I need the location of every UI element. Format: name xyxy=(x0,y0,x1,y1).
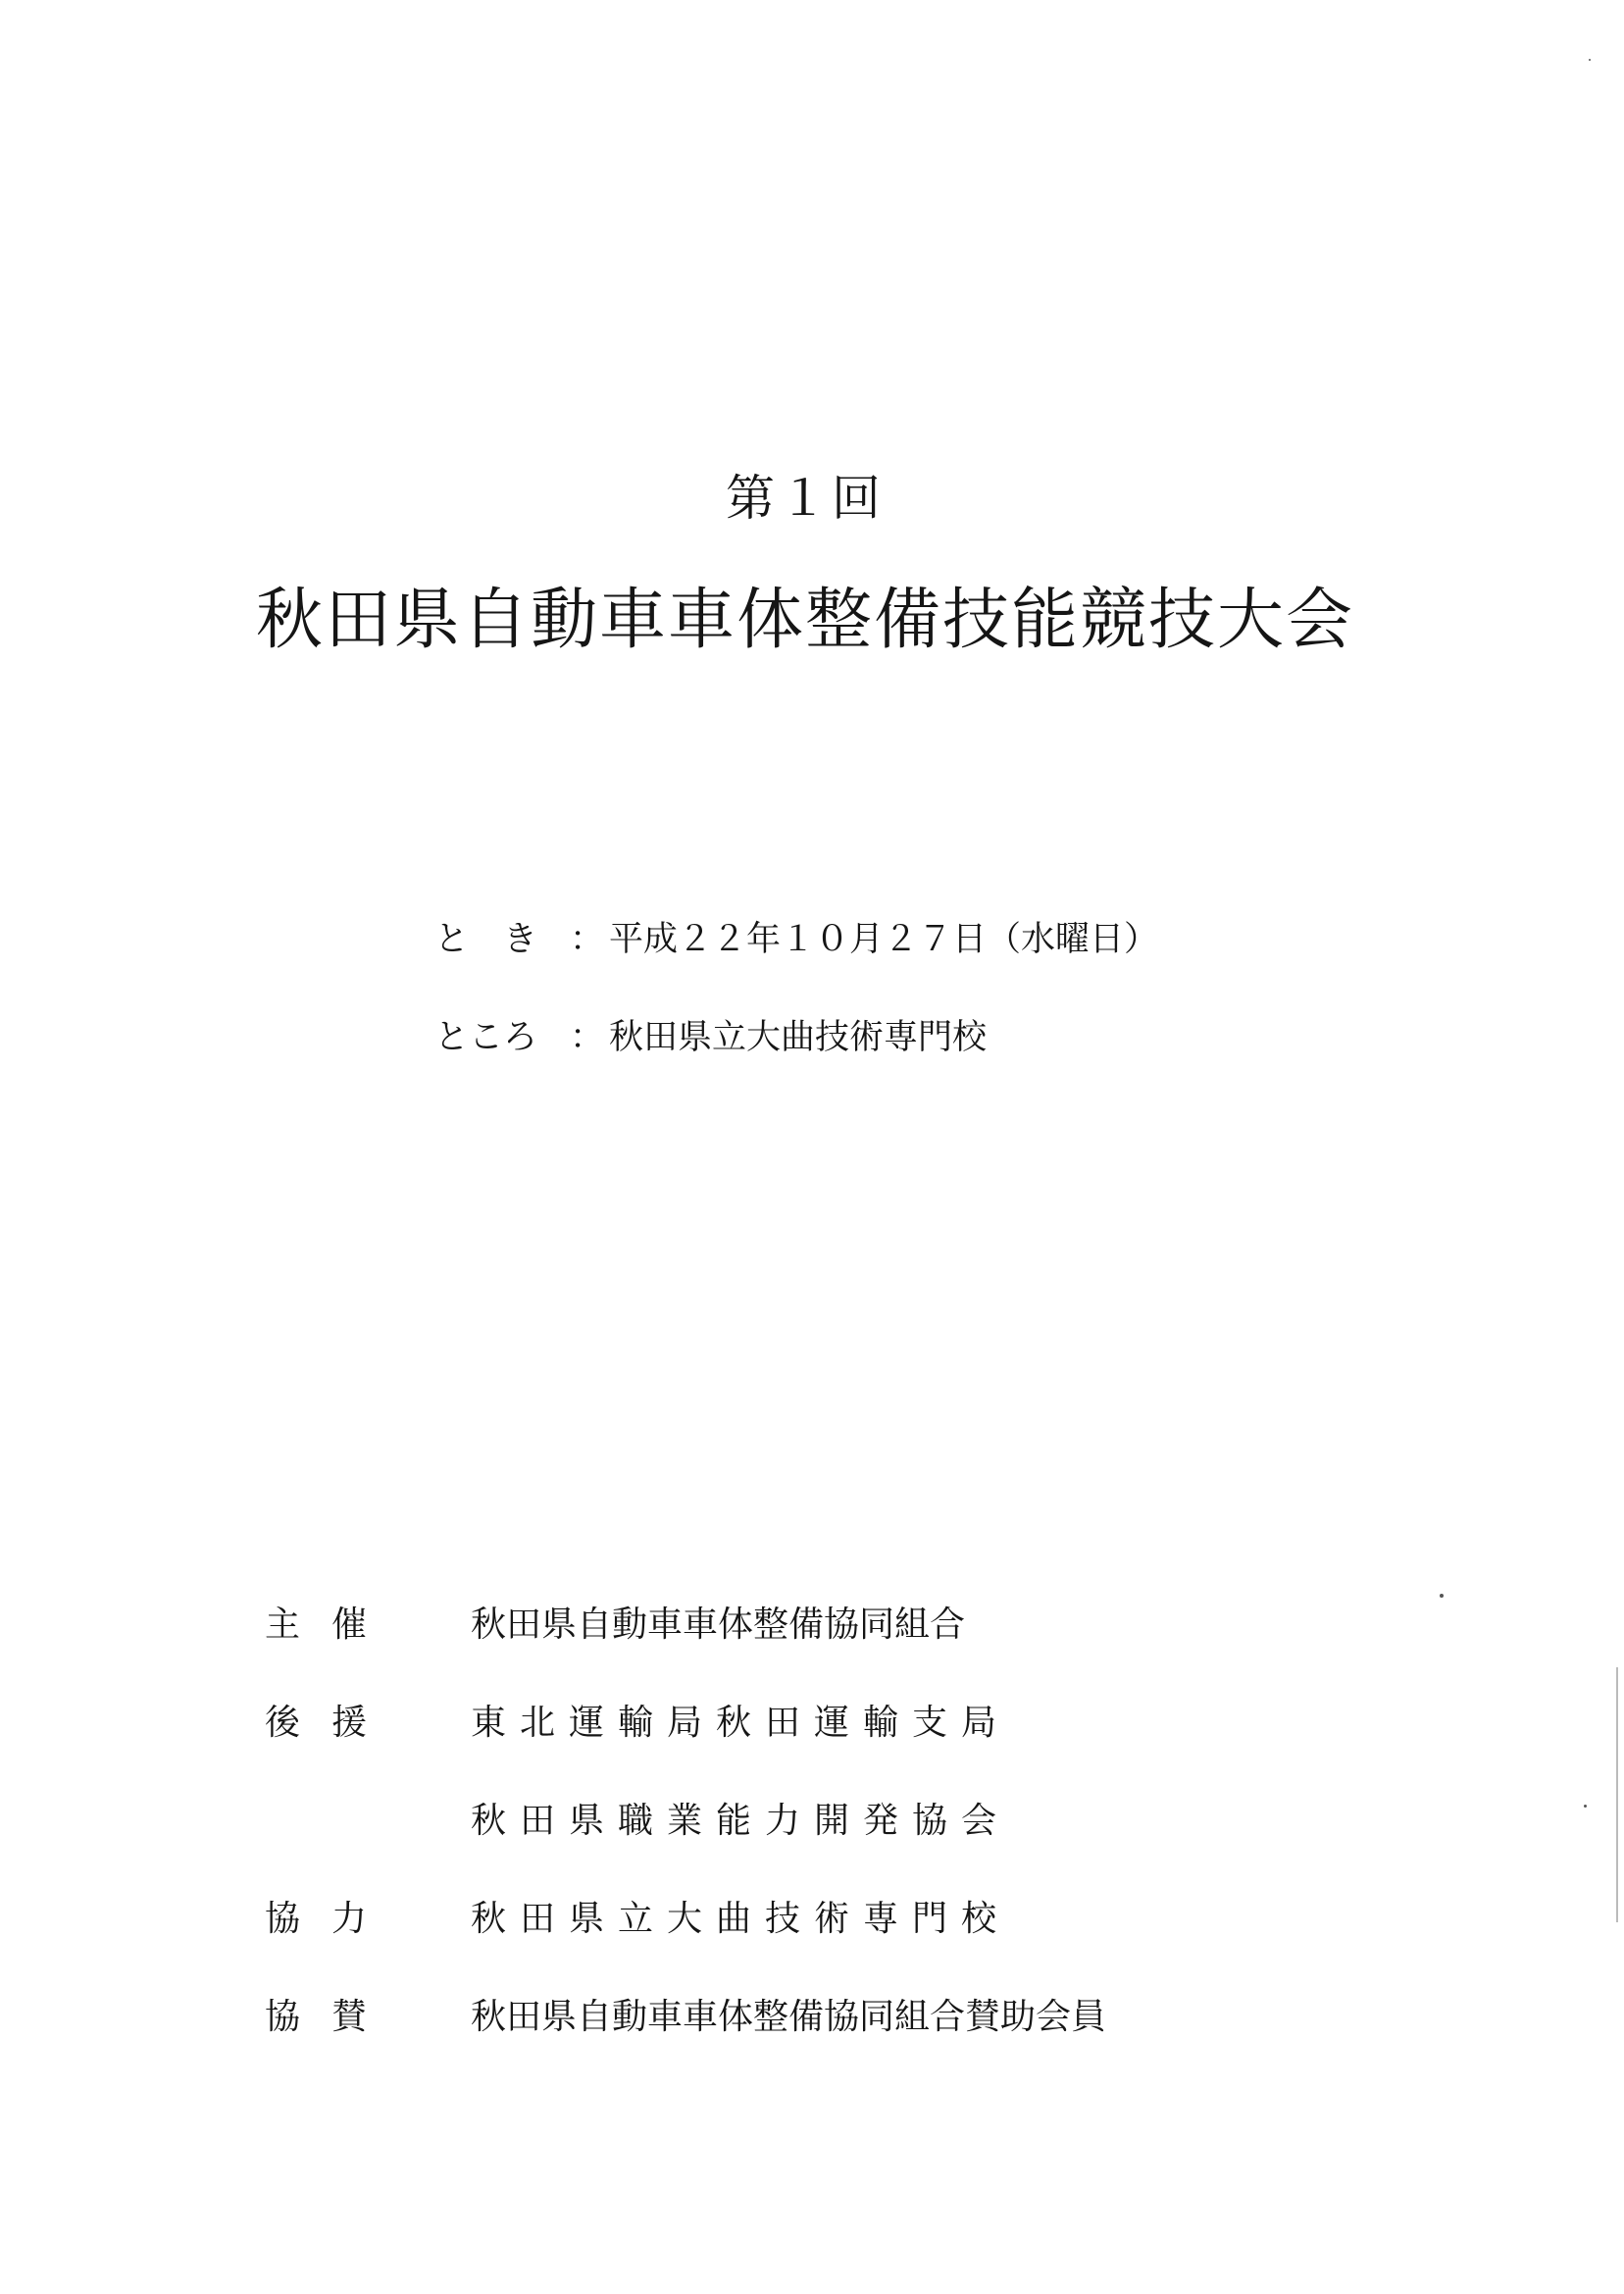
sponsor-row xyxy=(265,1995,1106,2040)
date-value: 平成２２年１０月２７日（水曜日） xyxy=(609,920,1159,959)
venue-label: ところ xyxy=(434,1018,538,1057)
venue-value: 秋田県立大曲技術専門校 xyxy=(609,1018,988,1057)
cooperation-org: 秋田県立大曲技術専門校 xyxy=(471,1899,1011,1939)
edition-heading: 第１回 xyxy=(726,470,885,527)
scan-speck xyxy=(1440,1594,1444,1598)
page-title: 秋田県自動車車体整備技能競技大会 xyxy=(255,582,1354,659)
date-label: と き xyxy=(434,920,538,959)
host-org: 秋田県自動車車体整備協同組合 xyxy=(471,1605,966,1645)
scan-speck xyxy=(1584,1805,1587,1808)
host-row xyxy=(265,1603,965,1648)
date-colon: ： xyxy=(570,920,605,959)
support-org-1: 東北運輸局秋田運輸支局 xyxy=(471,1703,1011,1743)
event-date-line xyxy=(434,918,1158,961)
event-venue-line xyxy=(434,1016,987,1059)
sponsor-role: 協賛 xyxy=(265,1997,399,2037)
sponsor-org: 秋田県自動車車体整備協同組合賛助会員 xyxy=(471,1997,1107,2037)
scan-speck xyxy=(1589,59,1591,61)
venue-colon: ： xyxy=(570,1018,605,1057)
cooperation-role: 協力 xyxy=(265,1899,399,1939)
host-role: 主催 xyxy=(265,1605,399,1645)
support-org-2: 秋田県職業能力開発協会 xyxy=(471,1801,1011,1841)
support-role: 後援 xyxy=(265,1703,399,1743)
support-row-2 xyxy=(265,1799,1010,1844)
scan-speck xyxy=(1616,1667,1618,1922)
support-row xyxy=(265,1701,1010,1746)
cooperation-row xyxy=(265,1897,1010,1942)
